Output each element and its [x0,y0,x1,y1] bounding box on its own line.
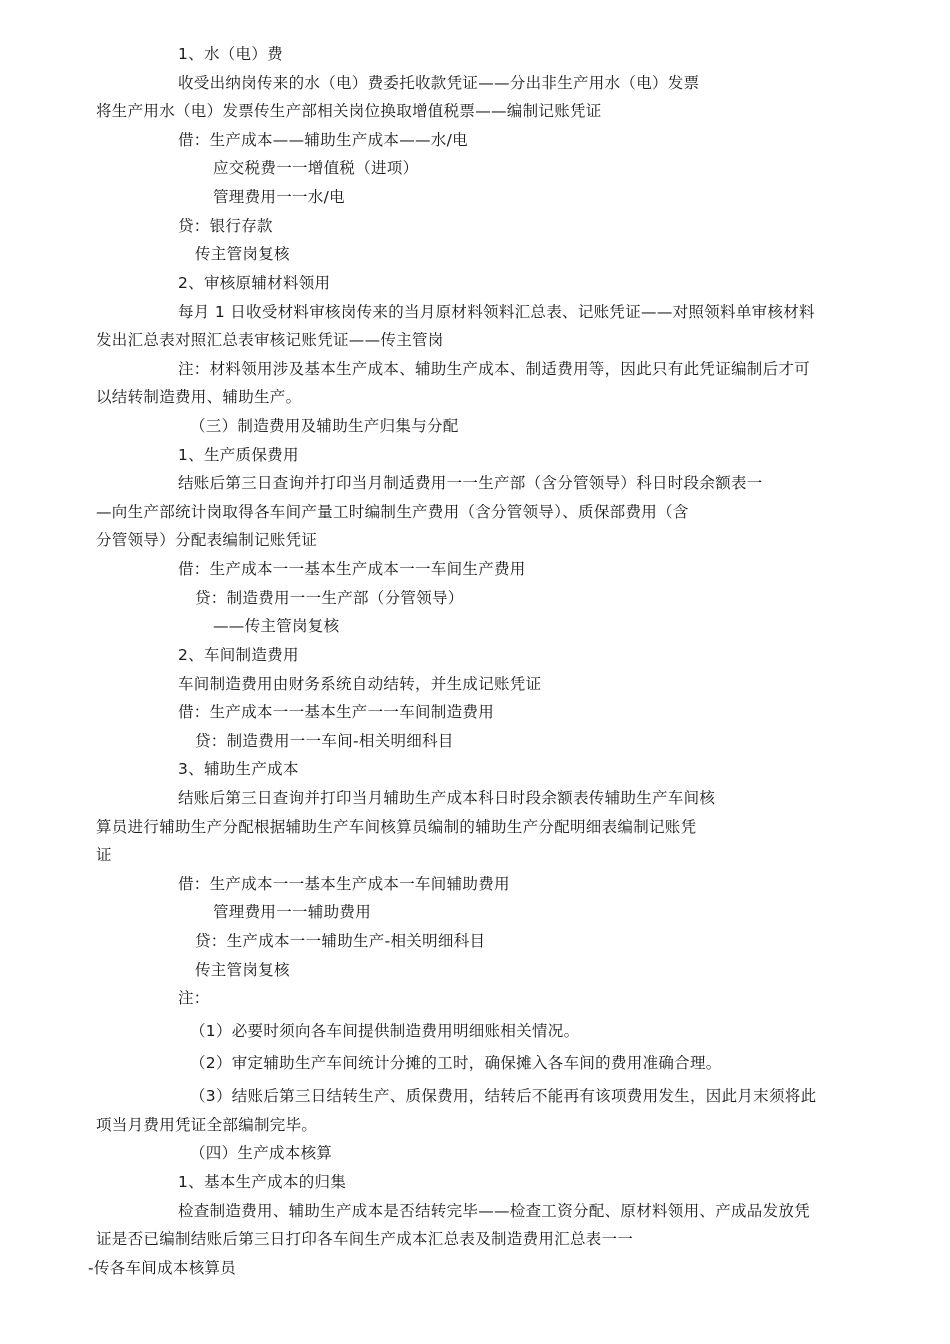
entry-credit: 贷：制造费用一一车间-相关明细科目 [195,732,454,750]
note-line: 注：材料领用涉及基本生产成本、辅助生产成本、制适费用等，因此只有此凭证编制后才可 [178,360,811,378]
section-heading-3: （三）制造费用及辅助生产归集与分配 [190,417,459,435]
entry-debit: 借：生产成本——辅助生产成本——水/电 [178,131,468,149]
note-item: （2）审定辅助生产车间统计分摊的工时，确保摊入各车间的费用准确合理。 [190,1054,722,1072]
entry-debit: 借：生产成本一一基本生产成本一一车间生产费用 [178,560,526,578]
paragraph-line: 分管领导）分配表编制记账凭证 [96,531,318,549]
paragraph-line: -传各车间成本核算员 [88,1259,237,1277]
paragraph-line: 检查制造费用、辅助生产成本是否结转完毕——检查工资分配、原材料领用、产成品发放凭 [178,1202,811,1220]
paragraph-line: 每月 1 日收受材料审核岗传来的当月原材料领料汇总表、记账凭证——对照领料单审核材料 [178,303,815,321]
note-label: 注： [178,989,210,1007]
heading-auxiliary-cost: 3、辅助生产成本 [178,760,299,778]
paragraph-line: —向生产部统计岗取得各车间产量工时编制生产费用（含分管领导）、质保部费用（含 [96,503,689,521]
entry-credit: 贷：生产成本一一辅助生产-相关明细科目 [195,932,486,950]
heading-material-review: 2、审核原辅材料领用 [178,274,331,292]
note-item: （1）必要时须向各车间提供制造费用明细账相关情况。 [190,1022,580,1040]
paragraph-line: 结账后第三日查询并打印当月辅助生产成本科日时段余额表传辅助生产车间核 [178,789,716,807]
heading-basic-cost: 1、基本生产成本的归集 [178,1173,347,1191]
note-item: （3）结账后第三日结转生产、质保费用，结转后不能再有该项费用发生，因此月末须将此 [190,1087,817,1105]
entry-line: 应交税费一一增值税（进项） [213,159,419,177]
paragraph-line: 证 [96,846,112,864]
paragraph-line: 发出汇总表对照汇总表审核记账凭证——传主管岗 [96,331,444,349]
heading-quality-cost: 1、生产质保费用 [178,446,299,464]
heading-water-electricity: 1、水（电）费 [178,45,283,63]
paragraph-line: 收受出纳岗传来的水（电）费委托收款凭证——分出非生产用水（电）发票 [178,74,700,92]
paragraph-line: 结账后第三日查询并打印当月制适费用一一生产部（含分管领导）科日时段余额表一 [178,474,763,492]
entry-debit: 借：生产成本一一基本生产一一车间制造费用 [178,703,495,721]
note-item: 项当月费用凭证全部编制完毕。 [96,1116,318,1134]
section-heading-4: （四）生产成本核算 [190,1144,333,1162]
review-note: ——传主管岗复核 [213,617,340,635]
entry-credit: 贷：制造费用一一生产部（分管领导） [195,589,464,607]
entry-line: 管理费用一一辅助费用 [213,903,372,921]
review-note: 传主管岗复核 [195,961,290,979]
review-note: 传主管岗复核 [195,245,290,263]
note-line: 以结转制造费用、辅助生产。 [96,388,302,406]
paragraph-line: 将生产用水（电）发票传生产部相关岗位换取增值税票——编制记账凭证 [96,102,602,120]
heading-workshop-cost: 2、车间制造费用 [178,646,299,664]
entry-line: 管理费用一一水/电 [213,188,345,206]
entry-debit: 借：生产成本一一基本生产成本一车间辅助费用 [178,875,510,893]
paragraph-line: 车间制造费用由财务系统自动结转，并生成记账凭证 [178,675,542,693]
entry-credit: 贷：银行存款 [178,217,273,235]
paragraph-line: 算员进行辅助生产分配根据辅助生产车间核算员编制的辅助生产分配明细表编制记账凭 [96,818,697,836]
paragraph-line: 证是否已编制结账后第三日打印各车间生产成本汇总表及制造费用汇总表一一 [96,1230,634,1248]
